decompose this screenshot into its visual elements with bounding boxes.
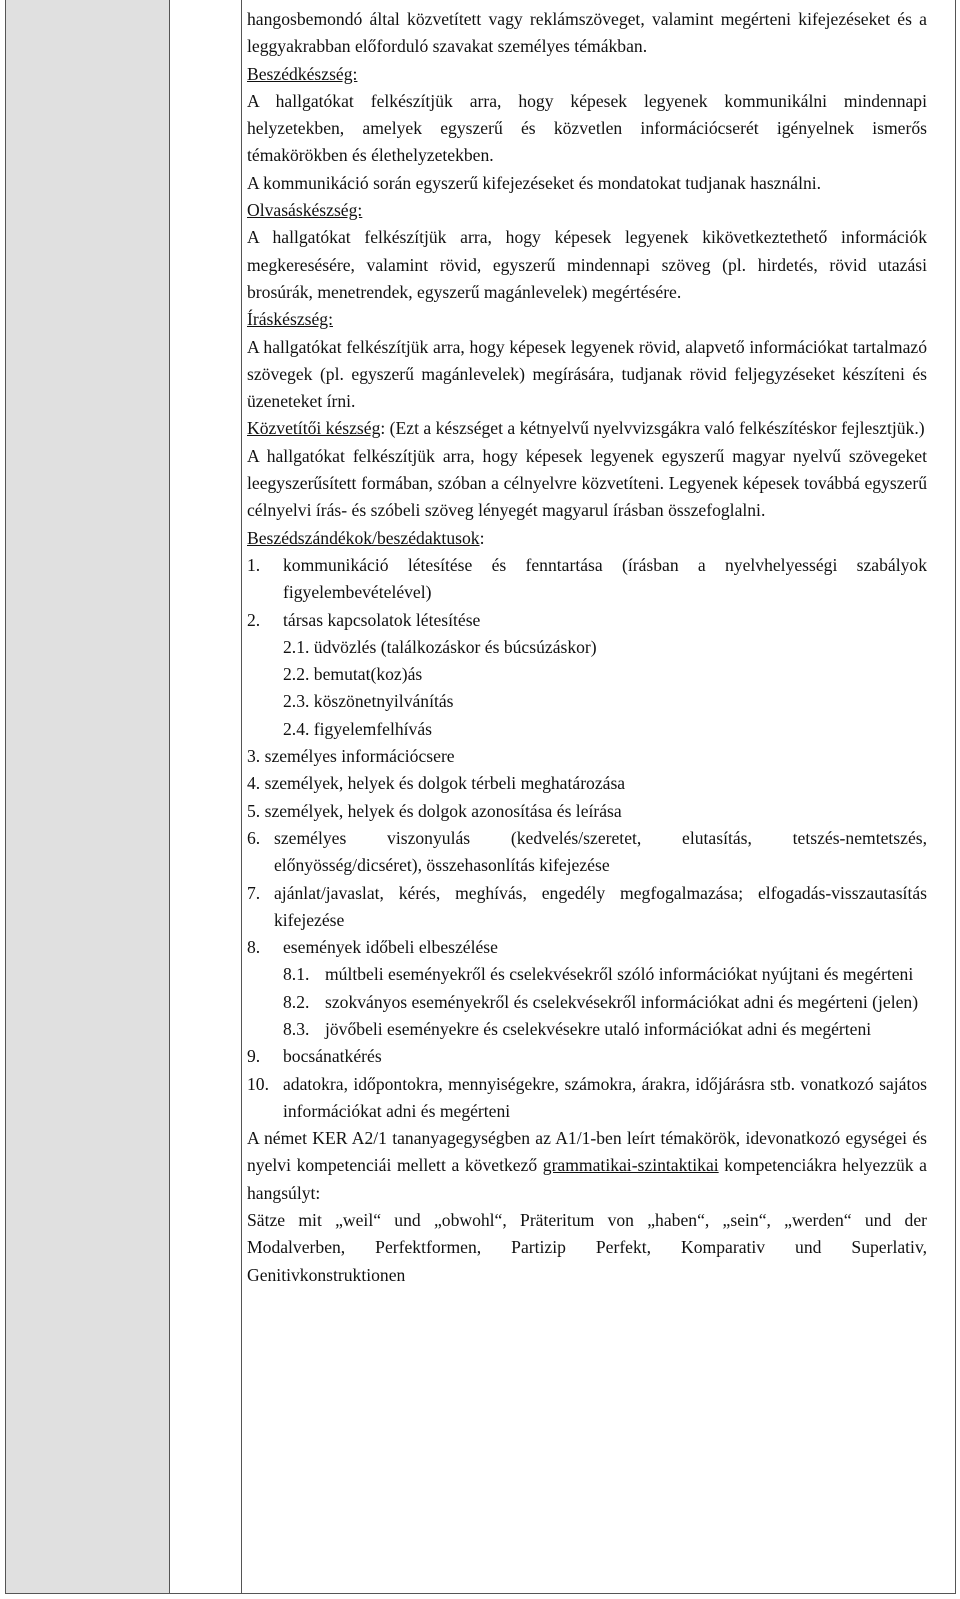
heading-mediation: Közvetítői készség: (Ezt a készséget a kétnyelvű nyelvvizsgákra való felkészítéskor fejlesztjük.) — [247, 418, 925, 439]
paragraph-german-grammar: Sätze mit „weil“ und „obwohl“, Präteritum von „haben“, „sein“, „werden“ und der Modalverben, Perfektformen, Partizip Perfekt, Komparativ und Superlativ, Genitivkonstruktionen — [247, 1210, 927, 1285]
list-item: 4. személyek, helyek és dolgok térbeli meghatározása — [247, 773, 626, 794]
list-item: 10. adatokra, időpontokra, mennyiségekre, számokra, árakra, időjárásra stb. vonatkozó sajátos információkat adni és megérteni — [247, 1073, 927, 1121]
table-column-blank — [170, 0, 242, 1593]
list-subitem: 8.1. múltbeli eseményekről és cselekvésekről szóló információkat nyújtani és megérteni — [283, 964, 914, 985]
heading-reading: Olvasáskészség: — [247, 200, 363, 221]
heading-speaking: Beszédkészség: — [247, 63, 358, 84]
speech-acts-list — [247, 552, 927, 1125]
list-item: 7. ajánlat/javaslat, kérés, meghívás, engedély megfogalmazása; elfogadás-visszautasítás kifejezése — [247, 882, 927, 930]
table-cell-content — [247, 6, 927, 1289]
paragraph-mediation: A hallgatókat felkészítjük arra, hogy képesek legyenek egyszerű magyar nyelvű szövegeket leegyszerűsített formában, szóban a célnyelvre közvetíteni. Legyenek képesek továbbá egyszerű célnyelvi írás- és szóbeli szöveg lényegét magyarul írásban összefoglalni. — [247, 445, 927, 521]
list-subitem: 8.2. szokványos eseményekről és cselekvésekről információkat adni és megérteni (jelen) — [283, 991, 919, 1012]
list-item: 9. bocsánatkérés — [247, 1046, 382, 1067]
table-column-shaded — [6, 0, 170, 1593]
list-subitem: 8.3. jövőbeli eseményekre és cselekvésekre utaló információkat adni és megérteni — [283, 1018, 872, 1039]
list-item: 5. személyek, helyek és dolgok azonosítása és leírása — [247, 800, 622, 821]
list-item: 2. társas kapcsolatok létesítése — [247, 609, 481, 630]
list-item: 3. személyes információcsere — [247, 746, 455, 767]
list-item: 1. kommunikáció létesítése és fenntartása (írásban a nyelvhelyességi szabályok figyelembevételével) — [247, 554, 927, 603]
paragraph-speaking-1: A hallgatókat felkészítjük arra, hogy képesek legyenek kommunikálni mindennapi helyzetekben, amelyek egyszerű és közvetlen információcserét igényelnek ismerős témakörökben és élethelyzetekben. — [247, 90, 927, 166]
paragraph-speaking-2: A kommunikáció során egyszerű kifejezéseket és mondatokat tudjanak használni. — [247, 172, 822, 193]
list-subitem: 2.2. bemutat(koz)ás — [283, 664, 423, 685]
paragraph-listening-end: hangosbemondó által közvetített vagy reklámszöveget, valamint megérteni kifejezéseket és a leggyakrabban előforduló szavakat személyes témákban. — [247, 9, 927, 57]
list-subitem: 2.3. köszönetnyilvánítás — [283, 691, 454, 712]
list-subitem: 2.1. üdvözlés (találkozáskor és búcsúzáskor) — [283, 636, 597, 657]
paragraph-grammar-focus: A német KER A2/1 tananyagegységben az A1/1-ben leírt témakörök, idevonatkozó egységei és nyelvi kompetenciái mellett a következő grammatikai-szintaktikai kompetenciákra helyezzük a hangsúlyt: — [247, 1128, 927, 1203]
heading-speech-acts: Beszédszándékok/beszédaktusok: — [247, 527, 485, 548]
list-item: 6. személyes viszonyulás (kedvelés/szeretet, elutasítás, tetszés-nemtetszés, előnyösség/dicséret), összehasonlítás kifejezése — [247, 827, 927, 876]
paragraph-reading: A hallgatókat felkészítjük arra, hogy képesek legyenek kikövetkeztethető információk megkeresésére, valamint rövid, egyszerű mindennapi szöveg (pl. hirdetés, rövid utazási brosúrák, menetrendek, egyszerű magánlevelek) megértésére. — [247, 227, 927, 302]
list-item: 8. események időbeli elbeszélése — [247, 937, 498, 958]
list-subitem: 2.4. figyelemfelhívás — [283, 718, 433, 739]
paragraph-writing: A hallgatókat felkészítjük arra, hogy képesek legyenek rövid, alapvető információkat tartalmazó szövegek (pl. egyszerű magánlevelek) megírására, tudjanak rövid feljegyzéseket készíteni és üzeneteket írni. — [247, 336, 927, 412]
heading-writing: Íráskészség: — [247, 309, 333, 330]
